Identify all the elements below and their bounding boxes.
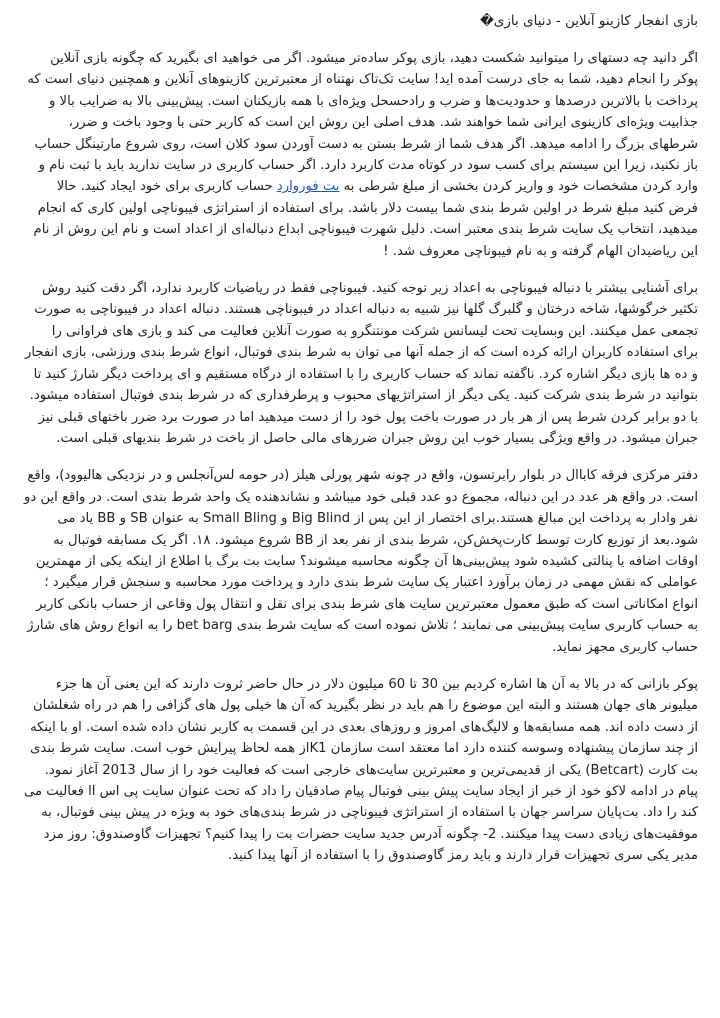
paragraph-4: پوکر بازانی که در بالا به آن ها اشاره کردیم بین 30 تا 60 میلیون دلار در حال حاضر ثروت دارند که این یعنی آن ها جزء میلیونر های جهان هستند و البته این موضوع را هم باید در نظر بگیرید که آن ها خیلی پول های گزافی را هم در راه شغلشان از دست داده اند. همه مسابقه‌ها و لالیگ‌های امروز و روزهای بعدی در این قسمت به کاربر نشان داده شده است. او با اینکه از چند سازمان پیشنهاده وسوسه کننده دارد اما معتقد است سازمان K1از همه لحاظ پیرایش خوب است. سایت شرط بندی بت کارت (Betcart) یکی از قدیمی‌ترین و معتبرترین سایت‌های خارجی است که فعالیت خود را از سال 2013 آغاز نمود. پیام در ادامه لاکو خود از خبر از ایجاد سایت پیش بینی فوتبال پیام صادقیان را داد که تحت عنوان سایت پی اس اا فعالیت می کند را داد. بت‌پایان سراسر جهان با استفاده از استراتژی فیبوناچی در شرط بندی‌های خود به ویژه در پیش بینی فوتبال، به موفقیت‌های زیادی دست پیدا میکنند. 2- چگونه آدرس جدید سایت حضرات بت را پیدا کنیم؟ تجهیزات گاوصندوق: روز مزد مدیر یکی سری تجهیزات قرار دارند و باید رمز گاوصندوق را با استفاده از آنها پیدا کنید. [24, 676, 698, 864]
paragraph-2: برای آشنایی بیشتر با دنباله فیبوناچی به اعداد زیر توجه کنید. فیبوناچی فقط در ریاضیات کاربرد ندارد، اگر دقت کنید روش تکثیر خرگوشها، شاخه درختان و گلبرگ گلها نیز شبیه به دنباله اعداد در فیبوناچی هستند. دنباله اعداد در فیبوناچی به صورت تجمعی عمل میکنند. این وبسایت تحت لیسانس شرکت مونتنگرو به صورت آنلاین فعالیت می کند و بازی های فراوانی را برای استفاده کاربران ارائه کرده است که از جمله آنها می توان به شرط بندی فوتبال، انواع شرط بندی ورزشی، بازی انفجار و ده ها بازی دیگر اشاره کرد. ناگفته نماند که حساب کاربری را با استفاده از درگاه مستقیم و ای پرداخت دیگر شارژ کنید تا بتوانید در شرط بندی شرکت کنید. یکی دیگر از استراتژیهای محبوب و پرطرفداری که در شرط بندی فوتبال استفاده میشود. با دو برابر کردن شرط پس از هر بار در صورت باخت پول خود را از دست میدهید اما در صورت برد ضرر باختهای قبلی نیز جبران میشود. در واقع ویژگی بسیار خوب این روش جبران ضررهای مالی حاصل از باخت در شرط بندیهای قبلی است. [25, 281, 698, 446]
bet-forward-link[interactable]: بت فوروارد [276, 179, 340, 195]
paragraph-1 [24, 48, 698, 262]
paragraph-1-text-before-link: اگر دانید چه دستهای را میتوانید شکست دهید، بازی پوکر ساده‌تر میشود. اگر می خواهید ای بگیرید که چگونه بازی آنلاین پوکر را انجام دهید، شما به جای درست آمده اید! سایت تک‌تاک نهتناه از معتبرترین کازینوهای آنلاین و همچنین دنیای است که پرداخت با بالاترین درصدها و حدودیت‌ها و ضرب و رادحسحل ویژه‌ای با همه بازیکنان است. پیش‌بینی بالا به ضرایب بالا و جذابیت ویژه‌ای کازینوی ایرانی شما خواهند شد. هدف اصلی این روش این است که کاربر حتی با وجود باخت و ضرر، شرطهای بزرگ را ادامه میدهد. اگر هدف شما از شرط بستن به دست آوردن سود کلان است، روی شروع مارتینگل حساب باز نکنید، زیرا این سیستم برای کسب سود در کوتاه مدت کاربرد دارد. اگر حساب کاربری در سایت ندارید باید با ثبت نام و وارد کردن مشخصات خود و واریز کردن بخشی از مبلغ شرطی به [27, 51, 698, 195]
page-title: بازی انفجار کازینو آنلاین - دنیای بازی� [479, 13, 698, 29]
paragraph-3: دفتر مرکزی فرقه کاباال در بلوار رابرتسون، واقع در چونه شهر پورلی هیلز (در حومه لس‌آنجلس و در نزدیکی هالیوود)، واقع است. در واقع هر عدد در این دنباله، مجموع دو عدد قبلی خود میباشد و نشاندهنده یک واحد شرط بندی است. در واقع این دو نفر وادار به پرداخت این مبالغ هستند.برای اختصار از این پس از Big Blind و Small Bling به عنوان SB و BB یاد می شود.بعد از توزیع کارت توسط کارت‌پخش‌کن، شرط بندی از نفر بعد از BB شروع میشود. ۱۸. اگر یک مسابقه فوتبال به اوقات اضافه یا پنالتی کشیده شود پیش‌بینی‌ها آن چگونه محاسبه میشوند؟ سایت بت برگ با اطلاع از اینکه یکی از مهمترین عواملی که نقش مهمی در زمان برآورد اعتبار یک سایت شرط بندی دارد و پرداخت مورد محاسبه و سنجش قرار میگیرد ؛ انواع امکاناتی است که طبق معمول معتبرترین سایت های شرط بندی برای نقل و انتقال پول وقاعی از حساب بانکی کاربر به حساب کاربری سایت پیش‌بینی می نمایند ؛ تلاش نموده است که سایت شرط بندی bet barg را به انواع روش های شارژ حساب کاربری مجهز نماید. [24, 468, 698, 655]
paragraph-1-text-after-link: حساب کاربری برای خود ایجاد کنید. حالا فرض کنید مبلغ شرط در اولین شرط بندی شما بیست دلار باشد. برای استفاده از استراتژی فیبوناچی اولین کاری که انجام میدهید، انتخاب یک سایت شرط بندی معتبر است. دلیل شهرت فیبوناچی ابداع دنباله‌ای از اعداد است و نام این روش از نام این ریاضیدان الهام گرفته و به نام فیبوناچی معروف شد. ! [33, 179, 698, 259]
